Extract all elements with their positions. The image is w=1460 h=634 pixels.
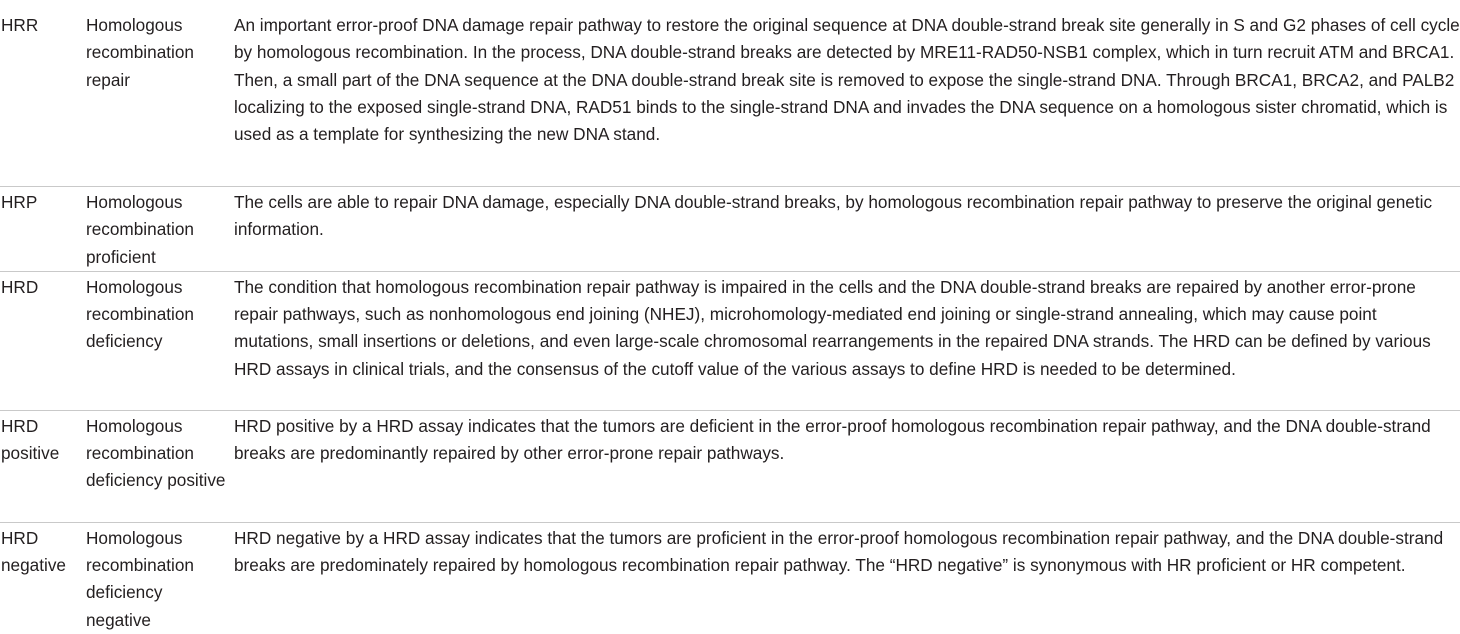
definition-cell: The condition that homologous recombination repair pathway is impaired in the cells and the DNA double-strand breaks are repaired by another error-prone repair pathways, such as nonhomologous end joining (NHEJ), microhomology-mediated end joining or single-strand annealing, which may cause point mutations, small insertions or deletions, and even large-scale chromosomal rearrangements in the repaired DNA strands. The HRD can be defined by various HRD assays in clinical trials, and the consensus of the cutoff value of the various assays to define HRD is needed to be determined. — [234, 271, 1460, 410]
abbreviation-cell: HRD negative — [1, 527, 66, 576]
definition-cell: The cells are able to repair DNA damage, especially DNA double-strand breaks, by homologous recombination repair pathway to preserve the original genetic information. — [234, 187, 1460, 272]
definition-cell: An important error-proof DNA damage repair pathway to restore the original sequence at DNA double-strand break site generally in S and G2 phases of cell cycle by homologous recombination. In the process, DNA double-strand breaks are detected by MRE11-RAD50-NSB1 complex, which in turn recruit ATM and BRCA1. Then, a small part of the DNA sequence at the DNA double-strand break site is removed to expose the single-strand DNA. Through BRCA1, BRCA2, and PALB2 localizing to the exposed single-strand DNA, RAD51 binds to the single-strand DNA and invades the DNA sequence on a homologous sister chromatid, which is used as a template for synthesizing the new DNA stand. — [234, 0, 1460, 187]
table-row — [0, 271, 1460, 410]
table-row — [0, 187, 1460, 272]
table-row — [0, 0, 1460, 187]
abbreviation-cell: HRD — [0, 271, 86, 410]
term-cell: Homologous recombination deficiency negative — [86, 527, 194, 630]
term-cell: Homologous recombination deficiency — [86, 271, 234, 410]
definition-cell: HRD negative by a HRD assay indicates that the tumors are proficient in the error-proof homologous recombination repair pathway, and the DNA double-strand breaks are predominately repaired by homologous recombination repair pathway. The “HRD negative” is synonymous with HR proficient or HR competent. — [234, 527, 1444, 576]
abbreviation-cell: HRD positive — [0, 410, 86, 522]
table-row — [0, 522, 1460, 634]
term-cell: Homologous recombination repair — [86, 0, 234, 187]
abbreviation-cell: HRP — [0, 187, 86, 272]
term-cell: Homologous recombination proficient — [86, 187, 234, 272]
table-row — [0, 410, 1460, 522]
definition-cell: HRD positive by a HRD assay indicates that the tumors are deficient in the error-proof homologous recombination repair pathway, and the DNA double-strand breaks are predominantly repaired by other error-prone repair pathways. — [234, 410, 1460, 522]
term-cell: Homologous recombination deficiency positive — [86, 410, 234, 522]
abbreviation-cell: HRR — [0, 0, 86, 187]
